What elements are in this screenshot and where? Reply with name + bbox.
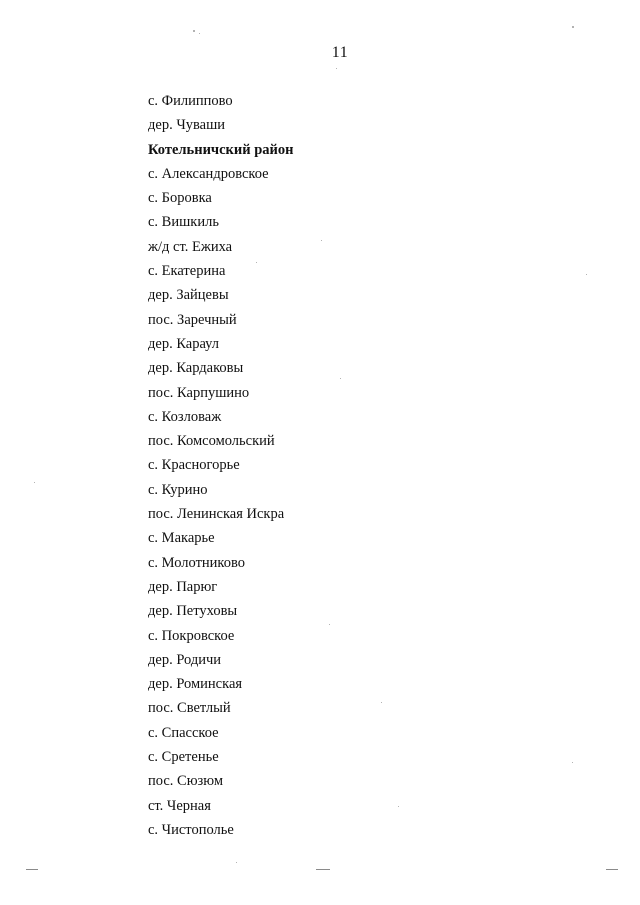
list-item: дер. Зайцевы	[148, 287, 229, 304]
list-item: пос. Карпушино	[148, 384, 250, 401]
list-item: с. Козловаж	[148, 408, 222, 425]
list-item: пос. Сюзюм	[148, 773, 224, 790]
list-item: ж/д ст. Ежиха	[148, 238, 233, 255]
list-item: с. Чистополье	[148, 821, 234, 838]
list-item: дер. Петуховы	[148, 603, 238, 620]
scan-speck	[336, 68, 337, 69]
list-item: с. Макарье	[148, 530, 215, 547]
list-item: дер. Караул	[148, 335, 220, 352]
scan-speck	[572, 26, 574, 28]
scan-speck	[329, 624, 330, 625]
list-item: с. Екатерина	[148, 263, 226, 280]
list-item: с. Вишкиль	[148, 214, 219, 231]
list-item: пос. Заречный	[148, 311, 237, 328]
list-item: с. Покровское	[148, 627, 235, 644]
list-item: с. Курино	[148, 481, 208, 498]
scan-speck	[199, 33, 200, 34]
scan-edge-mark	[606, 869, 618, 870]
scan-edge-mark	[316, 869, 330, 870]
list-item: с. Филиппово	[148, 93, 233, 109]
list-item: с. Красногорье	[148, 457, 240, 474]
list-item: дер. Чуваши	[148, 117, 226, 134]
list-item: с. Спасское	[148, 724, 219, 741]
list-item: пос. Комсомольский	[148, 433, 275, 450]
list-item: с. Александровское	[148, 165, 269, 182]
list-item: пос. Светлый	[148, 700, 231, 717]
scan-speck	[572, 762, 573, 763]
scan-speck	[398, 806, 399, 807]
scan-speck	[321, 240, 322, 241]
list-item: дер. Роминская	[148, 676, 243, 693]
list-item: дер. Родичи	[148, 651, 222, 668]
list-item: с. Боровка	[148, 190, 212, 207]
list-item: ст. Черная	[148, 797, 211, 814]
list-item: дер. Кардаковы	[148, 360, 244, 377]
scan-speck	[34, 482, 35, 483]
scan-speck	[256, 262, 257, 263]
scan-speck	[381, 702, 382, 703]
scan-edge-mark	[26, 869, 38, 870]
list-item: с. Молотниково	[148, 554, 245, 571]
page-number: 11	[331, 44, 349, 61]
list-item: дер. Парюг	[148, 578, 218, 595]
scan-speck	[586, 274, 587, 275]
scan-speck	[193, 30, 195, 32]
list-item: с. Сретенье	[148, 749, 219, 766]
settlement-list	[148, 89, 294, 842]
scan-speck	[236, 862, 237, 863]
scan-speck	[340, 378, 341, 379]
section-heading: Котельничский район	[148, 141, 294, 158]
list-item: пос. Ленинская Искра	[148, 506, 285, 523]
